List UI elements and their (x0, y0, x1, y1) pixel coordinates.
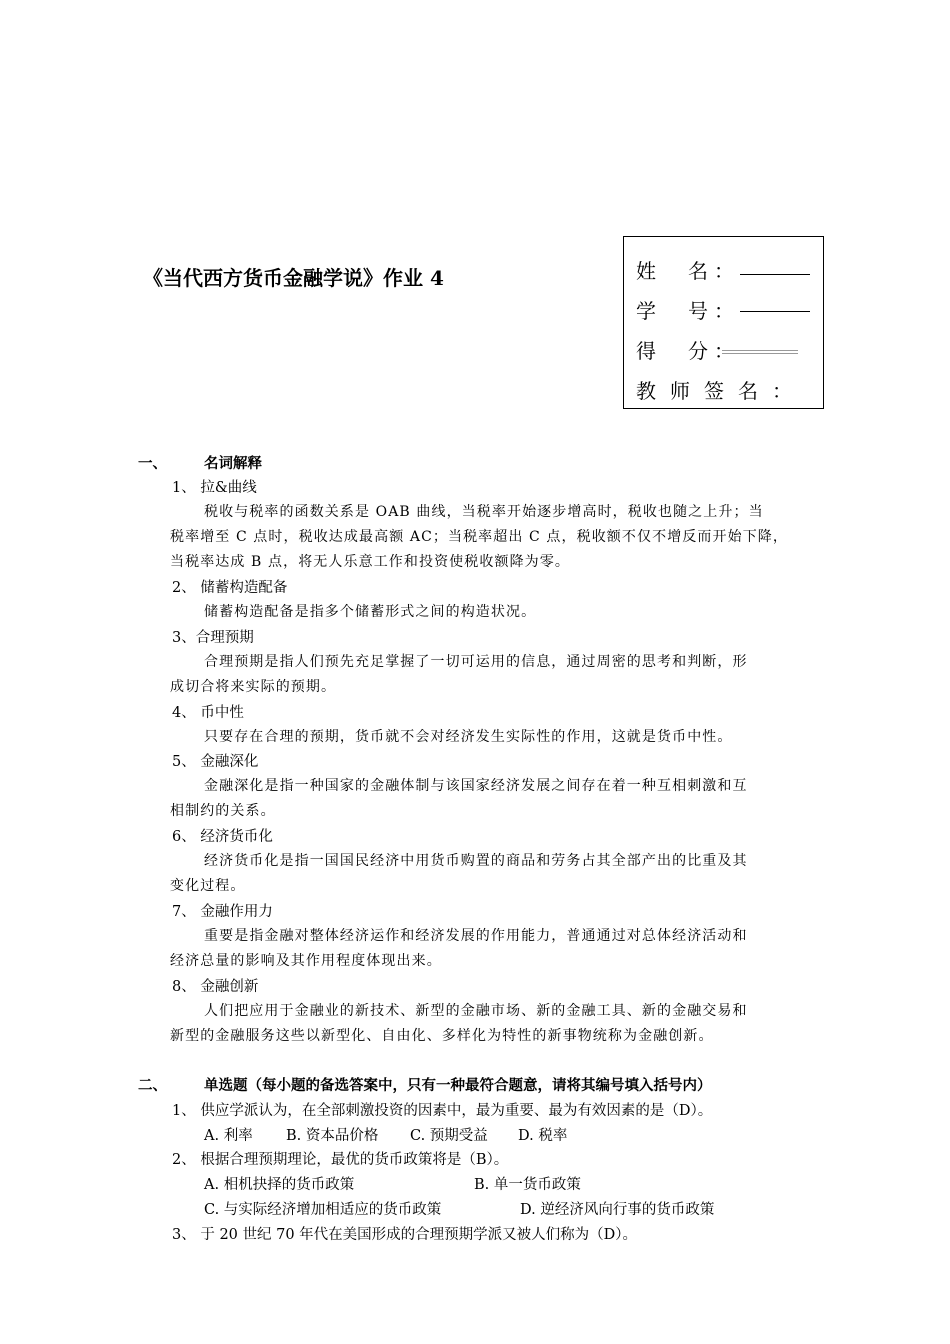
name-label: 姓 名： (636, 259, 740, 283)
question-text: 1、 供应学派认为，在全部刺激投资的因素中，最为重要、最为有效因素的是（D）。 (172, 1103, 713, 1119)
name-blank (740, 274, 810, 275)
term-label: 5、 金融深化 (172, 754, 259, 770)
term-definition-line: 金融深化是指一种国家的金融体制与该国家经济发展之间存在着一种互相刺激和互 (204, 778, 748, 794)
term-label: 1、 拉&曲线 (172, 480, 257, 496)
term-definition-line: 成切合将来实际的预期。 (170, 679, 337, 695)
term-definition-line: 变化过程。 (170, 878, 246, 894)
term-definition-line: 经济货币化是指一国国民经济中用货币购置的商品和劳务占其全部产出的比重及其 (204, 853, 748, 869)
term-label: 8、 金融创新 (172, 979, 259, 995)
answer-option: A. 相机抉择的货币政策 (204, 1177, 355, 1193)
term-label: 2、 储蓄构造配备 (172, 580, 288, 596)
section2-heading: 单选题（每小题的备选答案中，只有一种最符合题意，请将其编号填入括号内） (204, 1077, 712, 1094)
term-definition-line: 人们把应用于金融业的新技术、新型的金融市场、新的金融工具、新的金融交易和 (204, 1003, 748, 1019)
student-info-box (623, 236, 824, 409)
term-definition-line: 合理预期是指人们预先充足掌握了一切可运用的信息，通过周密的思考和判断，形 (204, 654, 748, 670)
term-definition-line: 重要是指金融对整体经济运作和经济发展的作用能力，普通通过对总体经济活动和 (204, 928, 748, 944)
term-definition-line: 相制约的关系。 (170, 803, 276, 819)
term-definition-line: 储蓄构造配备是指多个储蓄形式之间的构造状况。 (204, 604, 537, 620)
student-id-label: 学 号： (636, 299, 740, 323)
term-definition-line: 当税率达成 B 点，将无人乐意工作和投资使税收额降为零。 (170, 554, 570, 570)
section2-number: 二、 (138, 1077, 167, 1094)
term-label: 7、 金融作用力 (172, 904, 273, 920)
answer-option: A. 利率 (204, 1128, 253, 1144)
answer-option: C. 与实际经济增加相适应的货币政策 (204, 1202, 442, 1218)
term-label: 6、 经济货币化 (172, 829, 273, 845)
answer-option: D. 税率 (518, 1128, 568, 1144)
score-blank (722, 350, 798, 354)
teacher-signature-label: 教师签名： (636, 379, 806, 403)
answer-option: C. 预期受益 (410, 1128, 488, 1144)
answer-option: B. 单一货币政策 (474, 1177, 581, 1193)
term-definition-line: 税收与税率的函数关系是 OAB 曲线，当税率开始逐步增高时，税收也随之上升；当 (204, 504, 764, 520)
term-label: 4、 币中性 (172, 705, 244, 721)
document-title: 《当代西方货币金融学说》作业 4 (143, 266, 444, 290)
student-id-blank (740, 311, 810, 312)
answer-option: D. 逆经济风向行事的货币政策 (520, 1202, 715, 1218)
term-label: 3、合理预期 (172, 630, 254, 646)
section1-heading: 名词解释 (204, 455, 262, 472)
score-label: 得 分： (636, 339, 740, 363)
term-definition-line: 经济总量的影响及其作用程度体现出来。 (170, 953, 442, 969)
question-text: 3、 于 20 世纪 70 年代在美国形成的合理预期学派又被人们称为（D）。 (172, 1227, 638, 1243)
section1-number: 一、 (138, 455, 167, 472)
answer-option: B. 资本品价格 (286, 1128, 379, 1144)
term-definition-line: 新型的金融服务这些以新型化、自由化、多样化为特性的新事物统称为金融创新。 (170, 1028, 714, 1044)
question-text: 2、 根据合理预期理论，最优的货币政策将是（B）。 (172, 1152, 509, 1168)
term-definition-line: 税率增至 C 点时，税收达成最高额 AC；当税率超出 C 点，税收额不仅不增反而开始下降， (170, 529, 788, 545)
term-definition-line: 只要存在合理的预期，货币就不会对经济发生实际性的作用，这就是货币中性。 (204, 729, 733, 745)
